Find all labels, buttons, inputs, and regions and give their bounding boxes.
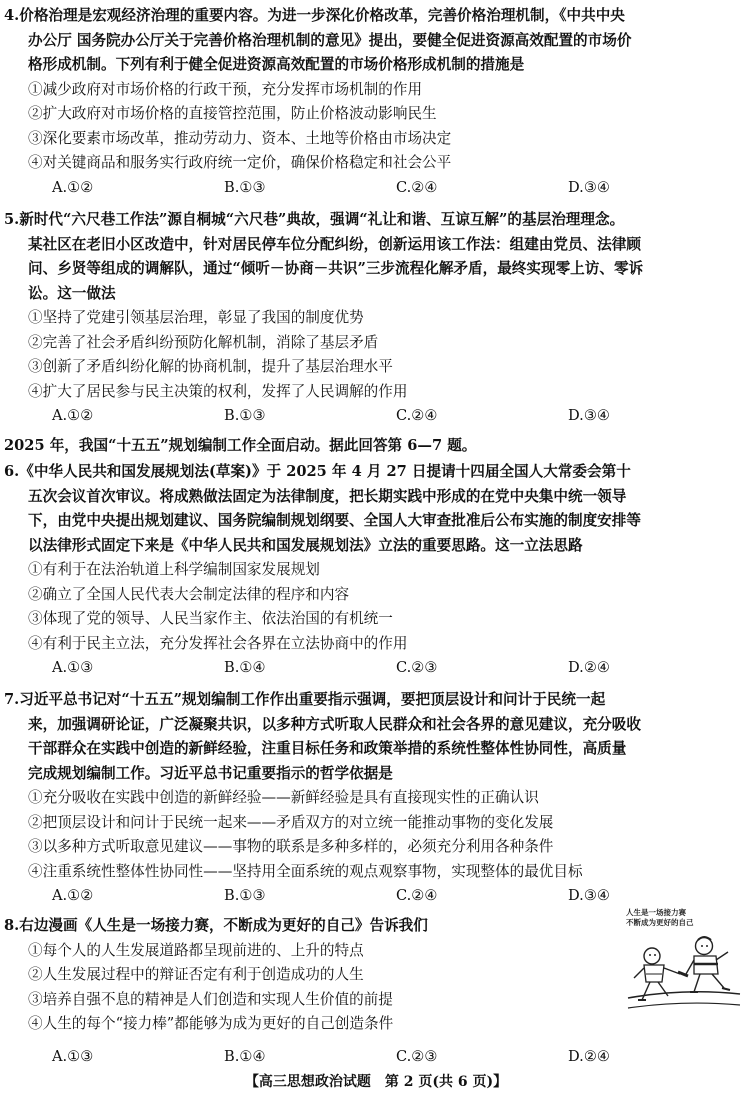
question-5 <box>4 208 748 429</box>
answer-options <box>4 884 748 909</box>
option-d: D.③④ <box>568 178 610 196</box>
stem-line: 8.右边漫画《人生是一场接力赛，不断成为更好的自己》告诉我们 <box>4 917 428 934</box>
statement-1: ①减少政府对市场价格的行政干预，充分发挥市场机制的作用 <box>28 80 423 98</box>
option-c: C.②④ <box>396 178 438 196</box>
stem-line: 办公厅 国务院办公厅关于完善价格治理机制的意见》提出，要健全促进资源高效配置的市场价 <box>28 31 632 49</box>
option-d: D.②④ <box>568 659 610 676</box>
stem-line: 干部群众在实践中创造的新鲜经验，注重目标任务和政策举措的系统性整体性协同性，高质量 <box>28 740 627 757</box>
statement-3: ③培养自强不息的精神是人们创造和实现人生价值的前提 <box>28 990 393 1008</box>
section-intro <box>4 434 748 459</box>
option-d: D.③④ <box>568 407 610 424</box>
statement-3: ③创新了矛盾纠纷化解的协商机制，提升了基层治理水平 <box>28 358 393 375</box>
option-c: C.②④ <box>396 407 438 424</box>
statement-4: ④有利于民主立法，充分发挥社会各界在立法协商中的作用 <box>28 634 408 652</box>
option-b: B.①④ <box>224 1047 266 1065</box>
option-a: A.①② <box>52 887 94 904</box>
option-c: C.②③ <box>396 1047 438 1065</box>
relay-race-cartoon-icon <box>624 908 744 1026</box>
statement-2: ②人生发展过程中的辩证否定有利于创造成功的人生 <box>28 966 364 983</box>
option-a: A.①③ <box>52 659 94 676</box>
stem-line: 格形成机制。下列有利于健全促进资源高效配置的市场价格形成机制的措施是 <box>28 56 525 73</box>
option-d: D.③④ <box>568 887 610 904</box>
option-a: A.①③ <box>52 1047 94 1065</box>
option-d: D.②④ <box>568 1047 610 1065</box>
option-b: B.①③ <box>224 407 266 424</box>
statement-3: ③深化要素市场改革，推动劳动力、资本、土地等价格由市场决定 <box>28 129 452 147</box>
question-stem <box>4 688 748 786</box>
statement-4: ④对关键商品和服务实行政府统一定价，确保价格稳定和社会公平 <box>28 154 452 171</box>
statement-2: ②确立了全国人民代表大会制定法律的程序和内容 <box>28 585 350 603</box>
option-b: B.①③ <box>224 178 266 196</box>
stem-line: 6.《中华人民共和国发展规划法(草案)》于 2025 年 4 月 27 日提请十四届全国人大常委会第十 <box>4 463 631 480</box>
statement-4: ④扩大了居民参与民主决策的权利，发挥了人民调解的作用 <box>28 382 408 400</box>
question-stem <box>4 460 748 558</box>
stem-line: 某社区在老旧小区改造中，针对居民停车位分配纠纷，创新运用该工作法：组建由党员、法律顾 <box>28 235 641 253</box>
statement-2: ②把顶层设计和问计于民统一起来——矛盾双方的对立统一能推动事物的变化发展 <box>28 813 554 831</box>
intro-text: 2025 年，我国“十五五”规划编制工作全面启动。据此回答第 6—7 题。 <box>4 437 477 454</box>
stem-line: 五次会议首次审议。将成熟做法固定为法律制度，把长期实践中形成的在党中央集中统一领导 <box>28 487 627 505</box>
answer-options <box>4 656 748 681</box>
answer-options <box>4 1045 748 1070</box>
statement-1: ①坚持了党建引领基层治理，彰显了我国的制度优势 <box>28 309 364 326</box>
answer-options <box>4 404 748 429</box>
question-6 <box>4 460 748 681</box>
stem-line: 问、乡贤等组成的调解队，通过“倾听－协商－共识”三步流程化解矛盾，最终实现零上访、零诉 <box>28 260 644 277</box>
stem-line: 7.习近平总书记对“十五五”规划编制工作作出重要指示强调，要把顶层设计和问计于民统一起 <box>4 691 606 708</box>
statement-1: ①有利于在法治轨道上科学编制国家发展规划 <box>28 561 320 578</box>
answer-options <box>4 176 748 201</box>
statement-4: ④注重系统性整体性协同性——坚持用全面系统的观点观察事物，实现整体的最优目标 <box>28 862 583 880</box>
stem-line: 以法律形式固定下来是《中华人民共和国发展规划法》立法的重要思路。这一立法思路 <box>28 536 583 554</box>
stem-line: 讼。这一做法 <box>28 284 116 302</box>
question-stem <box>4 4 748 78</box>
page-footer: 【高三思想政治试题 第 2 页(共 6 页)】 <box>244 1074 508 1090</box>
option-b: B.①④ <box>224 659 266 676</box>
option-a: A.①② <box>52 407 94 424</box>
statement-4: ④人生的每个“接力棒”都能够为成为更好的自己创造条件 <box>28 1015 394 1032</box>
stem-line: 来，加强调研论证，广泛凝聚共识，以多种方式听取人民群众和社会各界的意见建议，充分吸收 <box>28 715 641 733</box>
question-stem <box>4 208 748 306</box>
cartoon-caption-line: 不断成为更好的自己 <box>626 918 694 927</box>
option-c: C.②③ <box>396 659 438 676</box>
option-c: C.②④ <box>396 887 438 904</box>
stem-line: 下，由党中央提出规划建议、国务院编制规划纲要、全国人大审查批准后公布实施的制度安排等 <box>28 512 641 529</box>
statement-1: ①每个人的人生发展道路都呈现前进的、上升的特点 <box>28 941 364 959</box>
statement-3: ③体现了党的领导、人民当家作主、依法治国的有机统一 <box>28 610 393 627</box>
option-b: B.①③ <box>224 887 266 904</box>
stem-line: 5.新时代“六尺巷工作法”源自桐城“六尺巷”典故，强调“礼让和谐、互谅互解”的基层治理理念。 <box>4 211 625 228</box>
stem-line: 4.价格治理是宏观经济治理的重要内容。为进一步深化价格改革，完善价格治理机制，《中共中央 <box>4 7 625 24</box>
statement-2: ②完善了社会矛盾纠纷预防化解机制，消除了基层矛盾 <box>28 333 379 351</box>
statement-1: ①充分吸收在实践中创造的新鲜经验——新鲜经验是具有直接现实性的正确认识 <box>28 789 539 806</box>
cartoon-drawing <box>624 908 744 1026</box>
statement-3: ③以多种方式听取意见建议——事物的联系是多种多样的，必须充分利用各种条件 <box>28 838 554 855</box>
question-7 <box>4 688 748 909</box>
statement-2: ②扩大政府对市场价格的直接管控范围，防止价格波动影响民生 <box>28 105 437 122</box>
option-a: A.①② <box>52 178 94 196</box>
question-4 <box>4 4 748 200</box>
cartoon-caption-line: 人生是一场接力赛 <box>626 908 686 917</box>
stem-line: 完成规划编制工作。习近平总书记重要指示的哲学依据是 <box>28 764 393 782</box>
